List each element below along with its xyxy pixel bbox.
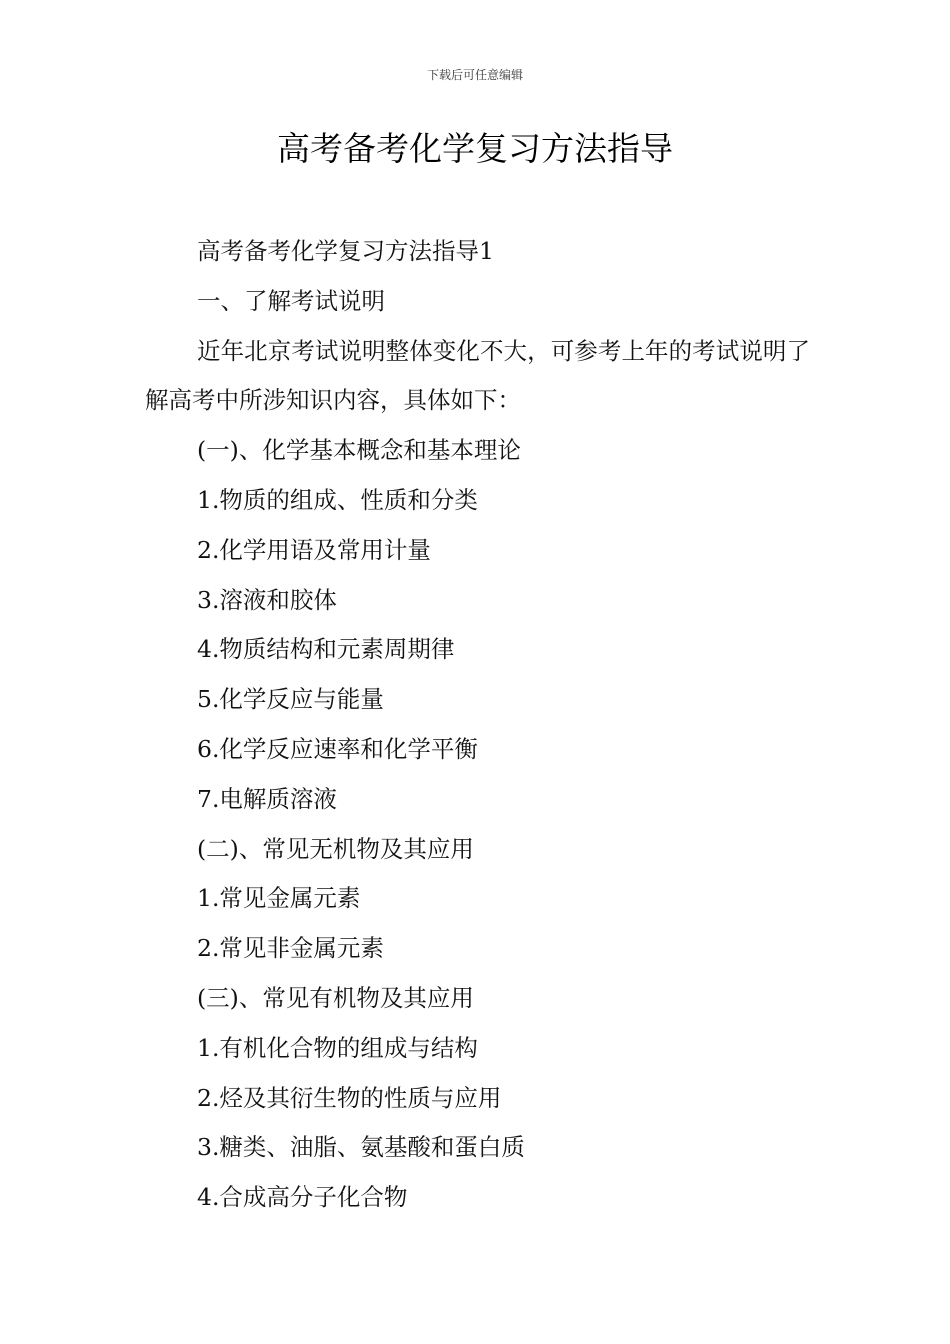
paragraph-intro: 近年北京考试说明整体变化不大，可参考上年的考试说明了解高考中所涉知识内容，具体如下： [145,336,810,415]
list-item: 1.物质的组成、性质和分类 [197,485,478,514]
paragraph-section-heading: 一、了解考试说明 [197,286,385,315]
list-item: 1.常见金属元素 [197,884,361,913]
list-item: 2.化学用语及常用计量 [197,535,431,564]
document-body [145,227,810,1223]
document-title: 高考备考化学复习方法指导 [277,129,673,168]
list-item: 4.物质结构和元素周期律 [197,635,455,664]
list-item: 6.化学反应速率和化学平衡 [197,734,478,763]
list-item: 5.化学反应与能量 [197,685,384,714]
paragraph-subsection-heading: (一)、化学基本概念和基本理论 [197,436,521,465]
list-item: 7.电解质溶液 [197,784,337,813]
list-item: 3.溶液和胶体 [197,585,337,614]
list-item: 2.烃及其衍生物的性质与应用 [197,1083,502,1112]
list-item: 3.糖类、油脂、氨基酸和蛋白质 [197,1133,525,1162]
list-item: 2.常见非金属元素 [197,934,384,963]
list-item: 1.有机化合物的组成与结构 [197,1033,478,1062]
paragraph-subsection-heading: (三)、常见有机物及其应用 [197,983,474,1012]
header-note: 下载后可任意编辑 [426,68,523,82]
list-item: 4.合成高分子化合物 [197,1183,408,1212]
paragraph-subsection-heading: (二)、常见无机物及其应用 [197,834,474,863]
paragraph-subtitle: 高考备考化学复习方法指导1 [197,237,494,265]
